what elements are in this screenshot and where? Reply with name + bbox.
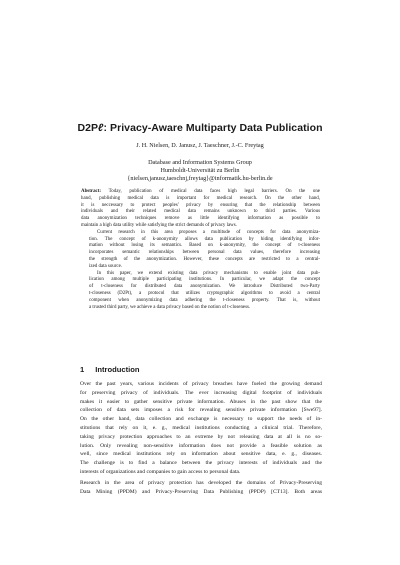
abstract-line: t-closeness (D2Pt), a protocol that utilizes cryptographic algorithms to avoid a central	[89, 290, 320, 296]
body-line: makes it easier to gather sensitive private information. Abuses in the past show that the	[80, 398, 322, 405]
body-line: Data Mining (PPDM) and Privacy-Preserving Data Publishing (PPDP) [CT13]. Both areas	[80, 488, 322, 495]
abstract-paragraph-2	[81, 230, 320, 271]
body-line: lution. Only revealing non-sensitive information does not provide a feasible solution as	[80, 442, 322, 449]
abstract-line: mation without losing its semantics. Based on k-anonymity, the concept of t-closeness	[89, 243, 320, 249]
abstract-line: Abstract: Today, publication of medical data faces high legal barriers. On the one	[81, 189, 320, 194]
affiliation-university: Humboldt-Universität zu Berlin	[160, 167, 240, 174]
abstract-line: hand, publishing medical data is important for medical research. On the other hand,	[81, 195, 320, 201]
section-title: Introduction	[95, 365, 140, 374]
body-line: On the other hand, data collection and exchange is necessary to support the needs of in-	[80, 416, 322, 423]
abstract-paragraph-3	[81, 271, 320, 312]
body-line: interests of organizations and companies to gain access to personal data.	[80, 468, 241, 475]
abstract-label: Abstract:	[81, 189, 102, 194]
author-list: J. H. Nielsen, D. Janusz, J. Taeschner, J.-C. Freytag	[136, 142, 264, 149]
intro-paragraph-2	[80, 479, 322, 497]
abstract-line: In this paper, we extend existing data privacy mechanisms to enable joint data pub-	[97, 270, 320, 276]
affiliation-email: {nielsen,janusz,taeschnj,freytag}@informatik.hu-berlin.de	[127, 175, 273, 182]
body-line: well, since medical institutions rely on information about sensitive data, e. g., diseases.	[80, 451, 322, 458]
title-ell: ℓ	[98, 122, 104, 134]
abstract-line: data anonymization techniques remove as little identifying information as possible to	[81, 216, 320, 222]
body-line: for preserving privacy of individuals. The ever increasing digital footprint of individuals	[80, 389, 322, 396]
body-line: stitutions that rely on it, e. g., medical institutions conducting a clinical trial. Therefore,	[80, 424, 322, 431]
section-number: 1	[80, 365, 85, 374]
title-rest: : Privacy-Aware Multiparty Data Publication	[103, 122, 323, 134]
affiliation	[0, 159, 400, 183]
abstract-line: a trusted third party, we achieve a data privacy based on the notion of t-closeness.	[89, 304, 251, 310]
abstract-line: incorporates semantic relationships between personal data values, therefore increasing	[89, 250, 320, 256]
section-heading-introduction	[80, 365, 140, 374]
body-line: collection of data sets imposes a risk for revealing sensitive private information [Swe97].	[80, 407, 322, 414]
body-line: taking privacy protection approaches to an extreme by not releasing data at all is no so-	[80, 433, 322, 440]
title-prefix: D2P	[77, 122, 99, 134]
abstract-line: individuals and their related medical data remains unknown to third parties. Various	[81, 209, 320, 215]
introduction-body	[80, 380, 322, 497]
abstract-line: ized data source.	[89, 263, 123, 269]
body-line: The challenge is to find a balance between the privacy interests of individuals and the	[80, 460, 322, 467]
abstract-line: tion. The concept of k-anonymity allows data publication by hiding identifying infor-	[89, 236, 320, 242]
affiliation-group: Database and Information Systems Group	[148, 159, 252, 166]
abstract-line: of t-closeness for distributed data anonymization. We introduce Distributed two-Party	[89, 284, 320, 290]
abstract-line: lication among multiple participating institutions. In particular, we adapt the concept	[89, 277, 320, 283]
body-line: Research in the area of privacy protection has developed the domains of Privacy-Preserving	[80, 479, 322, 486]
intro-paragraph-1	[80, 380, 322, 477]
abstract-line: the strength of the anonymization. However, these concepts are restricted to a central-	[89, 256, 320, 262]
abstract	[81, 189, 320, 311]
body-line: Over the past years, various incidents of privacy breaches have fueled the growing demand	[80, 381, 322, 387]
abstract-line: component when anonymizing data adhering the t-closeness property. That is, without	[89, 297, 320, 303]
abstract-line: it is neccessary to protect peoples' privacy by ensuring that the relationship between	[81, 202, 320, 208]
paper-title	[0, 122, 400, 134]
abstract-line: Current research in this area proposes a multitude of concepts for data anonymiza-	[97, 229, 320, 235]
abstract-paragraph-1	[81, 189, 320, 230]
abstract-line: maintain a high data utility while satisfying the strict demands of privacy laws.	[81, 222, 237, 228]
